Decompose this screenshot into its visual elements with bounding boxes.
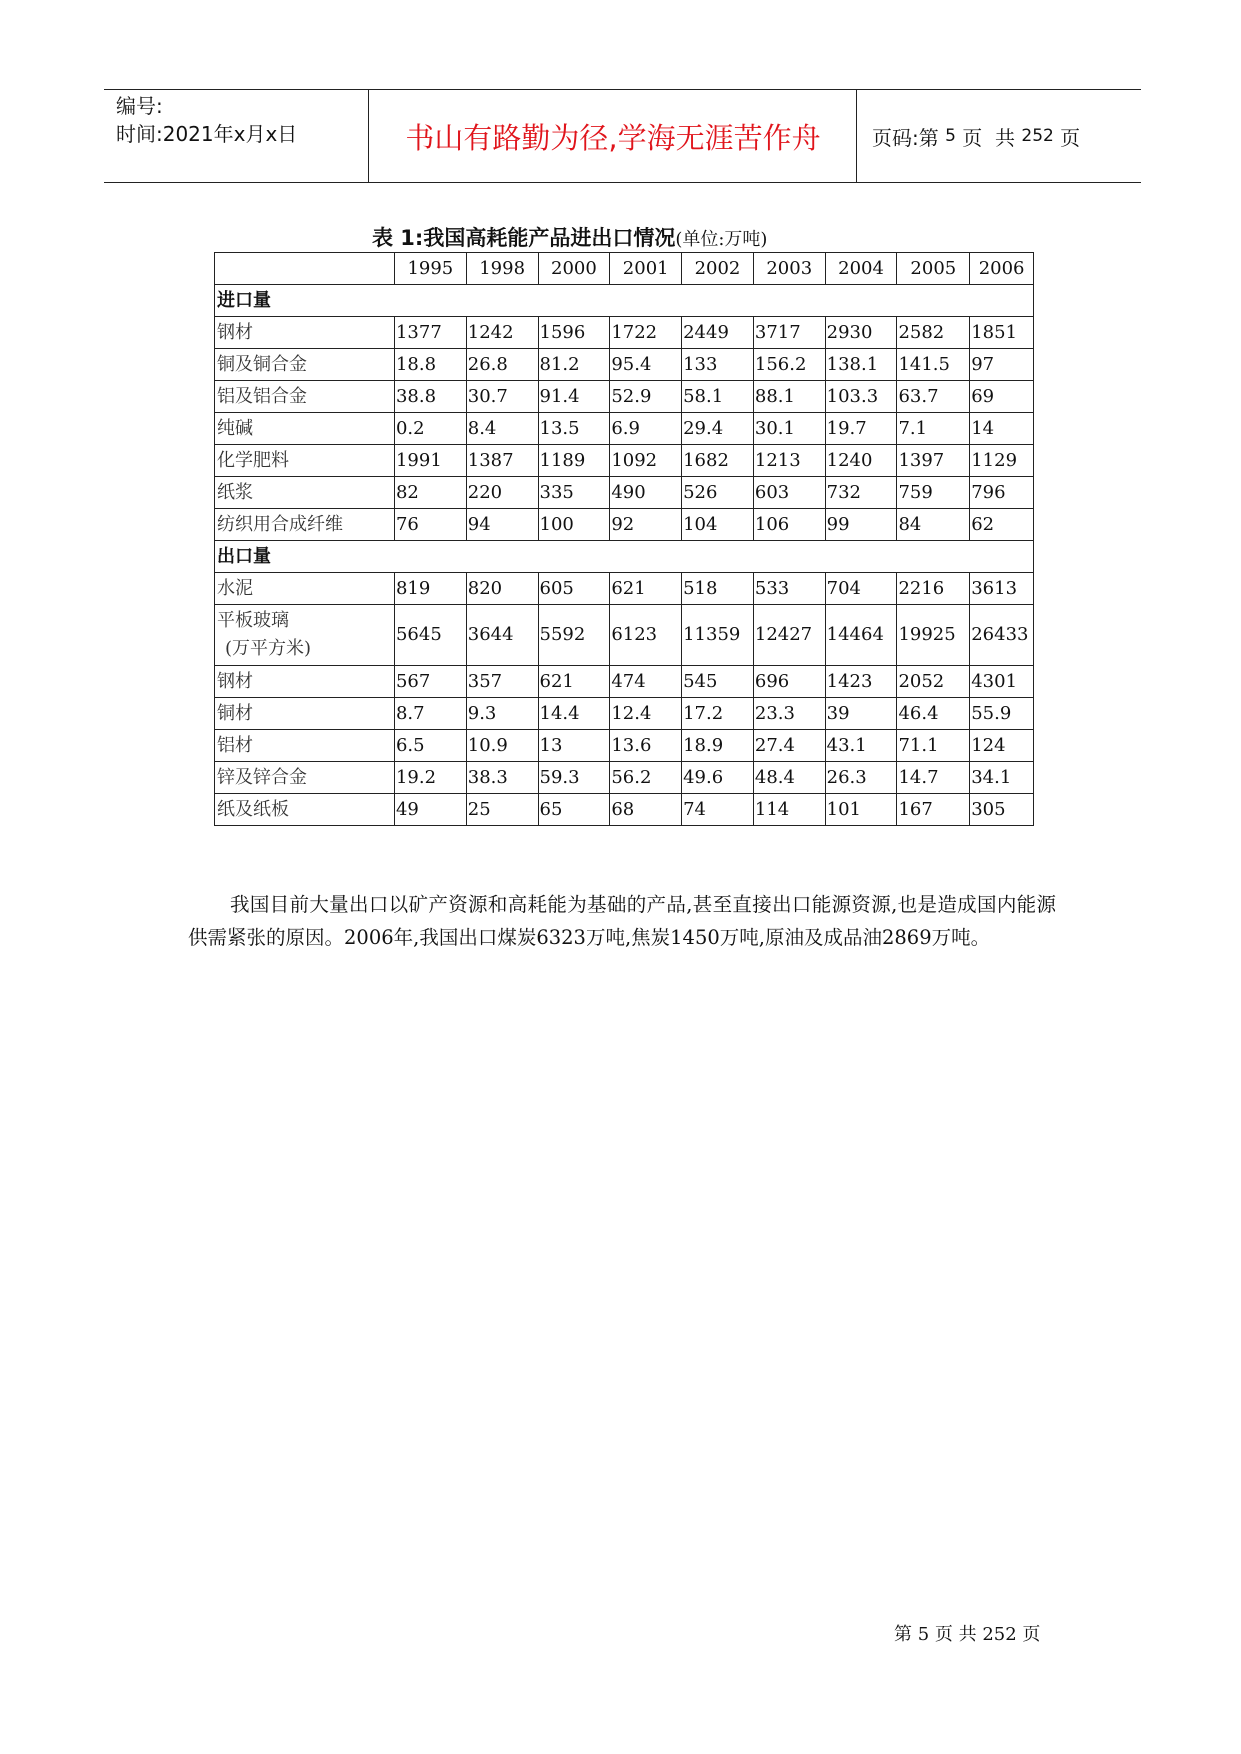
table-row: [215, 477, 1034, 509]
row-label: 纯碱: [217, 417, 253, 439]
value-cell: 133: [682, 349, 754, 381]
value-cell: 19.7: [825, 413, 897, 445]
value-cell: 621: [610, 573, 682, 605]
document-number-label: 编号:: [116, 94, 163, 118]
page-code-prefix: 页码:第: [872, 125, 946, 150]
value-cell: 99: [825, 509, 897, 541]
value-cell: 63.7: [897, 381, 970, 413]
value-cell: 26.3: [825, 762, 897, 794]
value-cell: 605: [538, 573, 610, 605]
value-cell: 545: [682, 666, 754, 698]
value-cell: 12427: [753, 605, 825, 666]
year-header-cell: 2006: [970, 253, 1034, 285]
value-cell: 12.4: [610, 698, 682, 730]
section-title: 进口量: [215, 285, 1034, 317]
value-cell: 19.2: [394, 762, 466, 794]
table-row: [215, 698, 1034, 730]
value-cell: 68: [610, 794, 682, 826]
value-cell: 97: [970, 349, 1034, 381]
value-cell: 220: [466, 477, 538, 509]
value-cell: 13.6: [610, 730, 682, 762]
page-code-middle: 页 共: [955, 125, 1022, 150]
value-cell: 1377: [394, 317, 466, 349]
value-cell: 490: [610, 477, 682, 509]
table-row: [215, 413, 1034, 445]
row-label-cell: [215, 573, 395, 605]
value-cell: 305: [970, 794, 1034, 826]
row-label: 锌及锌合金: [217, 766, 307, 788]
value-cell: 1213: [753, 445, 825, 477]
year-header-cell: 2002: [682, 253, 754, 285]
row-label-cell: [215, 445, 395, 477]
value-cell: 26.8: [466, 349, 538, 381]
row-label-cell: [215, 762, 395, 794]
value-cell: 39: [825, 698, 897, 730]
value-cell: 1722: [610, 317, 682, 349]
value-cell: 18.9: [682, 730, 754, 762]
value-cell: 1129: [970, 445, 1034, 477]
value-cell: 30.1: [753, 413, 825, 445]
table-row: [215, 794, 1034, 826]
table-row: [215, 666, 1034, 698]
year-header-cell: 2001: [610, 253, 682, 285]
value-cell: 820: [466, 573, 538, 605]
value-cell: 101: [825, 794, 897, 826]
value-cell: 1387: [466, 445, 538, 477]
value-cell: 76: [394, 509, 466, 541]
table-row: [215, 317, 1034, 349]
value-cell: 10.9: [466, 730, 538, 762]
row-label: 化学肥料: [217, 449, 289, 471]
row-label: 铝材: [217, 734, 253, 756]
value-cell: 82: [394, 477, 466, 509]
header-motto: 书山有路勤为径,学海无涯苦作舟: [405, 120, 821, 155]
value-cell: 69: [970, 381, 1034, 413]
row-label: 纸及纸板: [217, 798, 289, 820]
value-cell: 0.2: [394, 413, 466, 445]
value-cell: 14.4: [538, 698, 610, 730]
value-cell: 58.1: [682, 381, 754, 413]
value-cell: 46.4: [897, 698, 970, 730]
body-paragraph: 我国目前大量出口以矿产资源和高耗能为基础的产品,甚至直接出口能源资源,也是造成国内能源供需紧张的原因。2006年,我国出口煤炭6323万吨,焦炭1450万吨,原油及成品油2869万吨。: [188, 893, 1056, 949]
value-cell: 696: [753, 666, 825, 698]
value-cell: 56.2: [610, 762, 682, 794]
value-cell: 62: [970, 509, 1034, 541]
value-cell: 1682: [682, 445, 754, 477]
table-row: [215, 762, 1034, 794]
value-cell: 11359: [682, 605, 754, 666]
value-cell: 38.8: [394, 381, 466, 413]
table-unit: (单位:万吨): [675, 229, 768, 250]
value-cell: 43.1: [825, 730, 897, 762]
value-cell: 1397: [897, 445, 970, 477]
value-cell: 23.3: [753, 698, 825, 730]
value-cell: 95.4: [610, 349, 682, 381]
table-row: [215, 573, 1034, 605]
value-cell: 4301: [970, 666, 1034, 698]
value-cell: 2216: [897, 573, 970, 605]
value-cell: 71.1: [897, 730, 970, 762]
header-page-code: [872, 90, 1142, 182]
row-label: 钢材: [217, 321, 253, 343]
section-row: [215, 285, 1034, 317]
page-header: [104, 89, 1141, 183]
value-cell: 3613: [970, 573, 1034, 605]
value-cell: 138.1: [825, 349, 897, 381]
row-label: 钢材: [217, 670, 253, 692]
value-cell: 518: [682, 573, 754, 605]
value-cell: 48.4: [753, 762, 825, 794]
year-header-cell: 1998: [466, 253, 538, 285]
table-title: [372, 222, 892, 252]
value-cell: 1242: [466, 317, 538, 349]
value-cell: 27.4: [753, 730, 825, 762]
year-header-cell: 2005: [897, 253, 970, 285]
value-cell: 88.1: [753, 381, 825, 413]
row-label-cell: [215, 477, 395, 509]
value-cell: 819: [394, 573, 466, 605]
value-cell: 1423: [825, 666, 897, 698]
value-cell: 114: [753, 794, 825, 826]
value-cell: 526: [682, 477, 754, 509]
value-cell: 65: [538, 794, 610, 826]
value-cell: 26433: [970, 605, 1034, 666]
row-label: 水泥: [217, 577, 253, 599]
row-label-cell: [215, 381, 395, 413]
table-title-text: 表 1:我国高耗能产品进出口情况: [372, 226, 676, 250]
data-table: [214, 252, 1034, 826]
value-cell: 17.2: [682, 698, 754, 730]
page-footer: 第 5 页 共 252 页: [894, 1624, 1041, 1645]
section-row: [215, 541, 1034, 573]
row-label-cell: [215, 794, 395, 826]
value-cell: 1240: [825, 445, 897, 477]
value-cell: 49: [394, 794, 466, 826]
table-row: [215, 381, 1034, 413]
year-header-cell: 2003: [753, 253, 825, 285]
value-cell: 603: [753, 477, 825, 509]
table-row: [215, 730, 1034, 762]
row-label: 铜材: [217, 702, 253, 724]
value-cell: 81.2: [538, 349, 610, 381]
value-cell: 124: [970, 730, 1034, 762]
value-cell: 29.4: [682, 413, 754, 445]
page-code-current: 5: [945, 126, 956, 146]
table-row: [215, 509, 1034, 541]
value-cell: 1189: [538, 445, 610, 477]
row-label-cell: [215, 666, 395, 698]
value-cell: 2449: [682, 317, 754, 349]
value-cell: 14.7: [897, 762, 970, 794]
value-cell: 30.7: [466, 381, 538, 413]
value-cell: 8.4: [466, 413, 538, 445]
row-sublabel: (万平方米): [225, 638, 312, 659]
value-cell: 5592: [538, 605, 610, 666]
row-label-cell: [215, 730, 395, 762]
value-cell: 3644: [466, 605, 538, 666]
value-cell: 94: [466, 509, 538, 541]
value-cell: 759: [897, 477, 970, 509]
page-code-suffix: 页: [1053, 125, 1081, 150]
value-cell: 34.1: [970, 762, 1034, 794]
page-code-total: 252: [1021, 126, 1054, 146]
row-label-cell: [215, 349, 395, 381]
value-cell: 25: [466, 794, 538, 826]
value-cell: 91.4: [538, 381, 610, 413]
row-label: 纺织用合成纤维: [217, 513, 343, 535]
value-cell: 1596: [538, 317, 610, 349]
table-row: [215, 349, 1034, 381]
value-cell: 6123: [610, 605, 682, 666]
value-cell: 5645: [394, 605, 466, 666]
value-cell: 84: [897, 509, 970, 541]
value-cell: 14464: [825, 605, 897, 666]
year-header-cell: 1995: [394, 253, 466, 285]
value-cell: 18.8: [394, 349, 466, 381]
value-cell: 2930: [825, 317, 897, 349]
row-label: 铝及铝合金: [217, 385, 307, 407]
row-label: 纸浆: [217, 481, 253, 503]
value-cell: 1092: [610, 445, 682, 477]
row-label-cell: [215, 317, 395, 349]
value-cell: 474: [610, 666, 682, 698]
value-cell: 14: [970, 413, 1034, 445]
section-title: 出口量: [215, 541, 1034, 573]
value-cell: 1851: [970, 317, 1034, 349]
value-cell: 533: [753, 573, 825, 605]
value-cell: 13.5: [538, 413, 610, 445]
value-cell: 103.3: [825, 381, 897, 413]
value-cell: 1991: [394, 445, 466, 477]
value-cell: 74: [682, 794, 754, 826]
document-time-label: 时间:2021年x月x日: [116, 122, 298, 146]
table-body: [215, 253, 1034, 826]
year-header-cell: 2000: [538, 253, 610, 285]
table-row: [215, 445, 1034, 477]
value-cell: 3717: [753, 317, 825, 349]
header-divider-left: [368, 90, 369, 182]
value-cell: 2582: [897, 317, 970, 349]
value-cell: 55.9: [970, 698, 1034, 730]
value-cell: 357: [466, 666, 538, 698]
value-cell: 59.3: [538, 762, 610, 794]
value-cell: 335: [538, 477, 610, 509]
table-header-row: [215, 253, 1034, 285]
value-cell: 6.9: [610, 413, 682, 445]
value-cell: 156.2: [753, 349, 825, 381]
value-cell: 9.3: [466, 698, 538, 730]
value-cell: 732: [825, 477, 897, 509]
value-cell: 104: [682, 509, 754, 541]
value-cell: 49.6: [682, 762, 754, 794]
value-cell: 704: [825, 573, 897, 605]
value-cell: 7.1: [897, 413, 970, 445]
table-row: [215, 605, 1034, 666]
row-label-cell: [215, 509, 395, 541]
row-label-cell: [215, 413, 395, 445]
value-cell: 567: [394, 666, 466, 698]
header-divider-right: [856, 90, 857, 182]
value-cell: 13: [538, 730, 610, 762]
value-cell: 621: [538, 666, 610, 698]
value-cell: 141.5: [897, 349, 970, 381]
year-header-cell: 2004: [825, 253, 897, 285]
row-label-cell: [215, 698, 395, 730]
value-cell: 52.9: [610, 381, 682, 413]
row-label: 铜及铜合金: [217, 353, 307, 375]
value-cell: 106: [753, 509, 825, 541]
value-cell: 92: [610, 509, 682, 541]
value-cell: 8.7: [394, 698, 466, 730]
row-label-cell: [215, 605, 395, 666]
value-cell: 796: [970, 477, 1034, 509]
value-cell: 2052: [897, 666, 970, 698]
row-label: 平板玻璃: [217, 610, 289, 631]
table-corner-cell: [215, 253, 395, 285]
value-cell: 6.5: [394, 730, 466, 762]
value-cell: 38.3: [466, 762, 538, 794]
value-cell: 167: [897, 794, 970, 826]
value-cell: 100: [538, 509, 610, 541]
value-cell: 19925: [897, 605, 970, 666]
